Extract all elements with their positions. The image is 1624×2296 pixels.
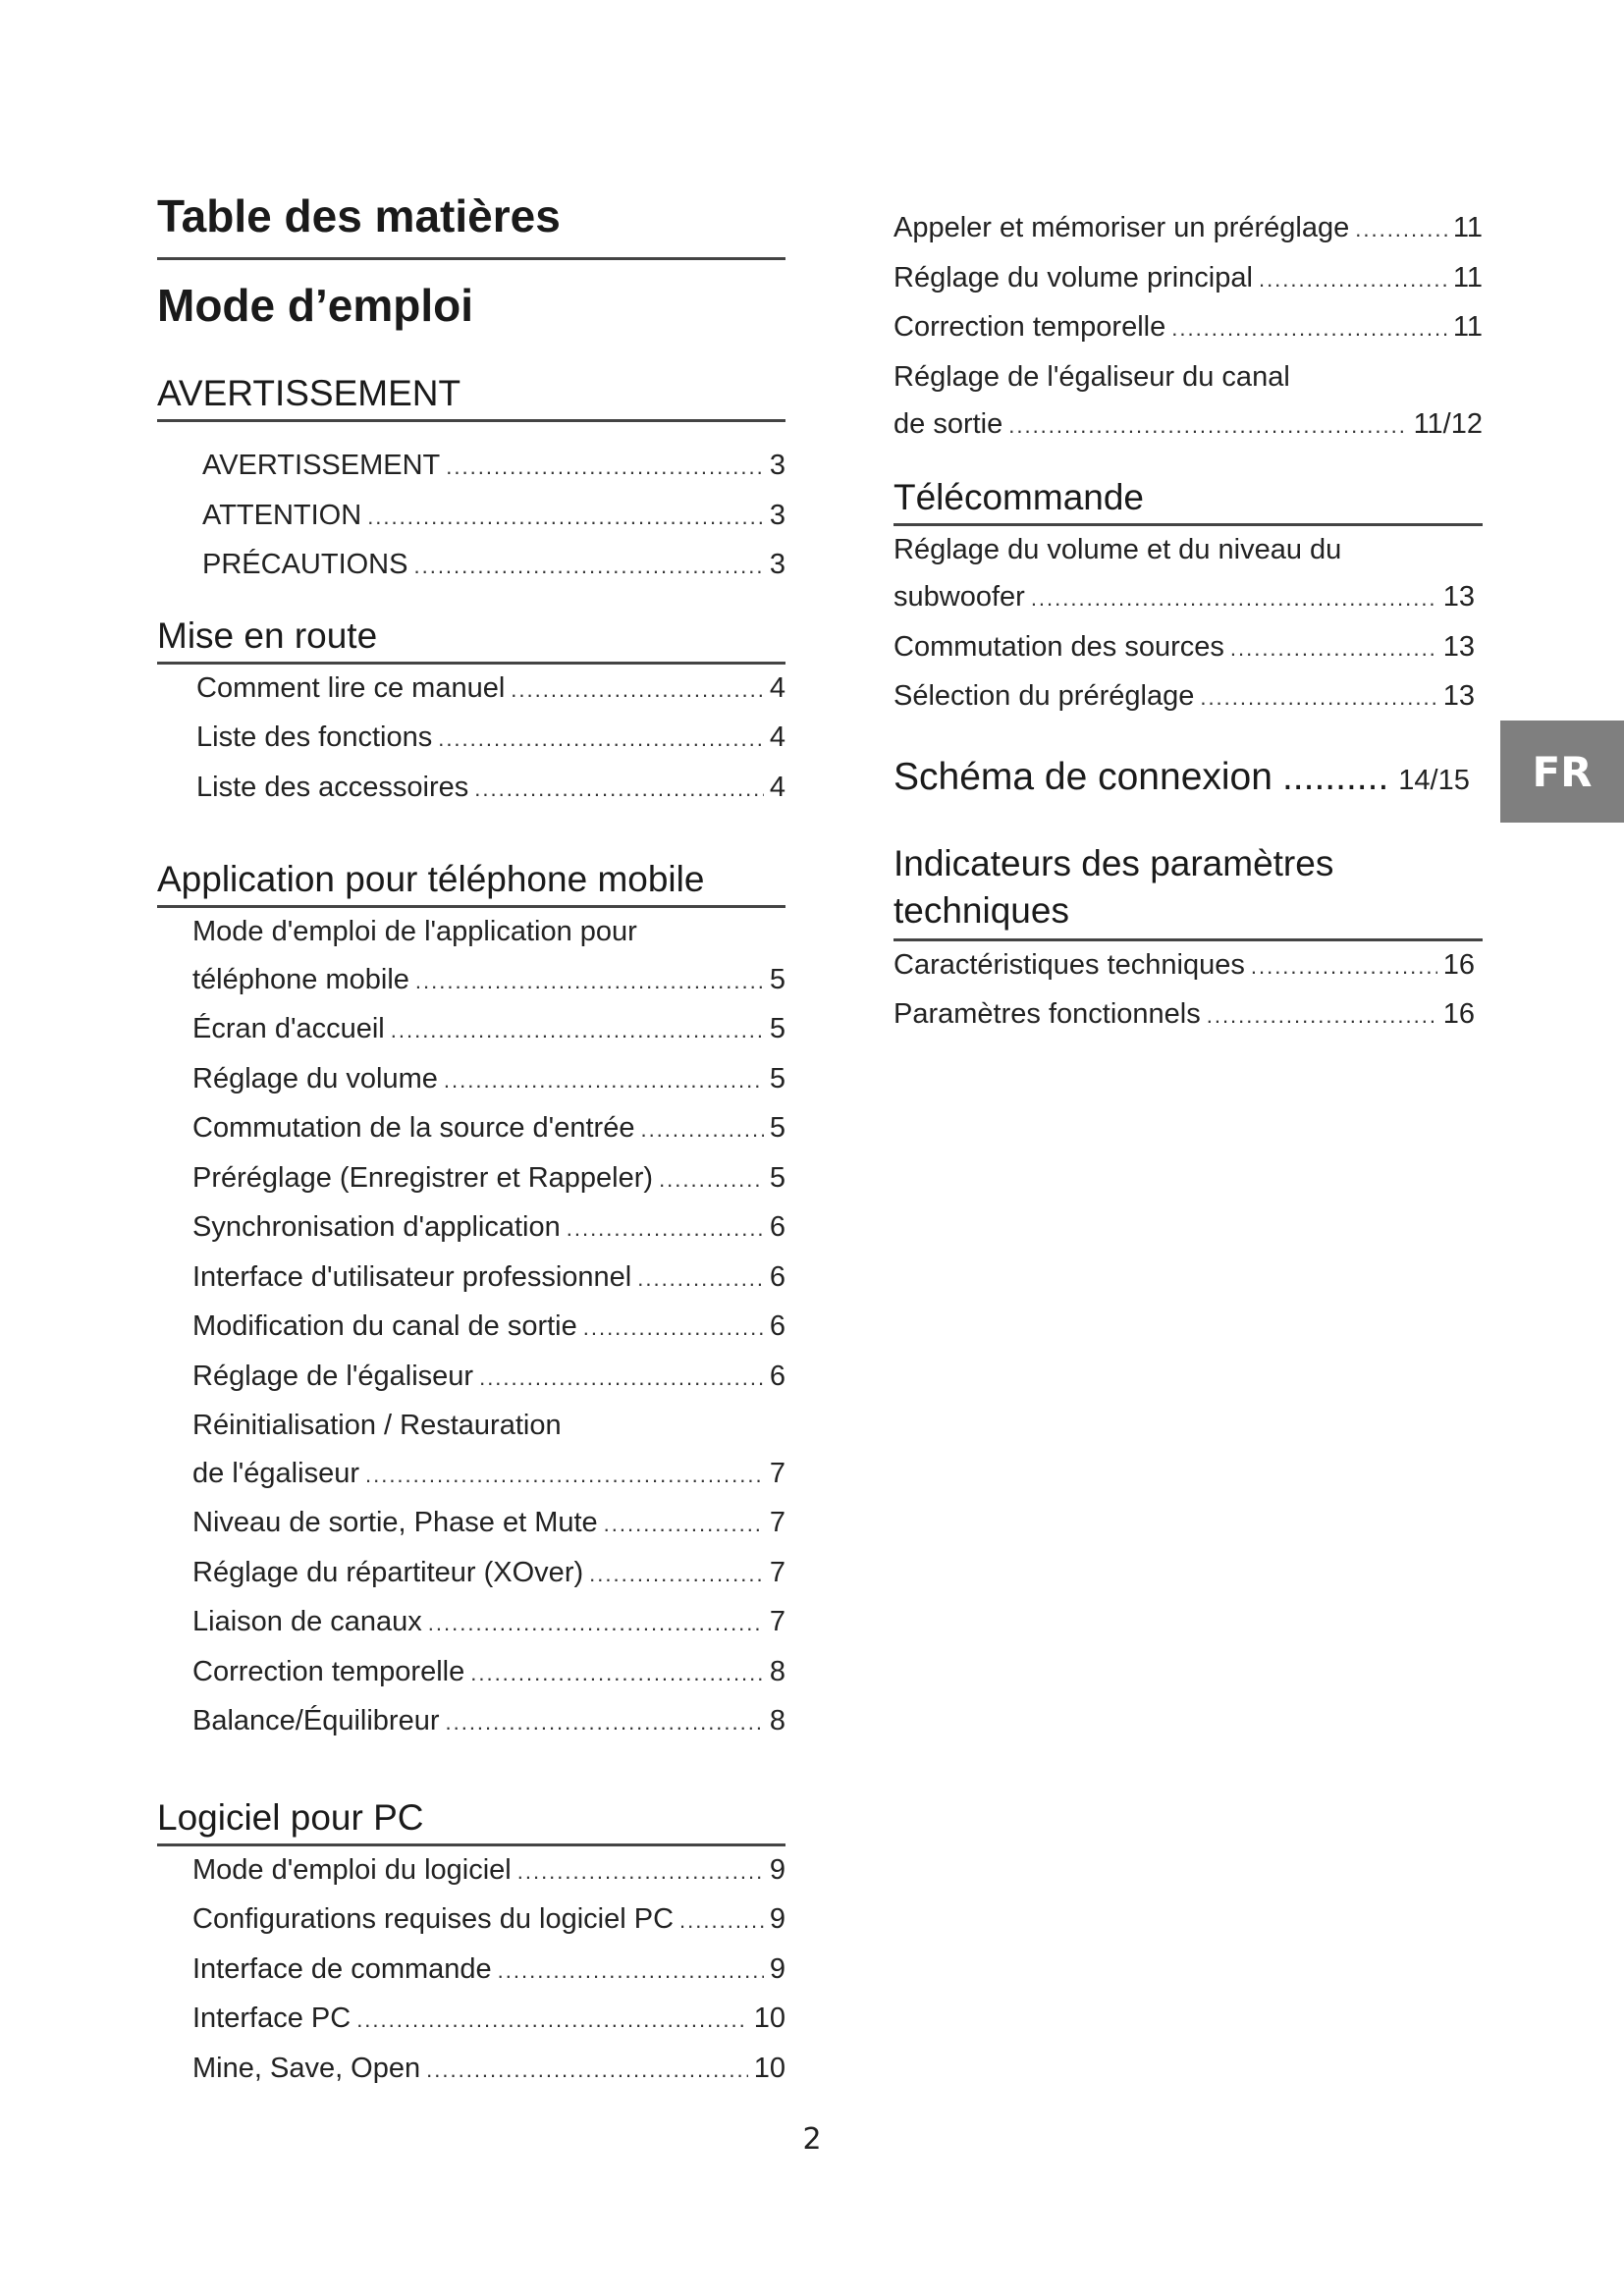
section-heading-avertissement: AVERTISSEMENT <box>157 372 785 422</box>
toc-entry-label: Synchronisation d'application <box>192 1211 561 1243</box>
toc-entry-page: 11 <box>1452 261 1483 294</box>
page-subtitle: Mode d’emploi <box>157 280 473 331</box>
avertissement-list <box>157 442 785 591</box>
toc-entry-page: 16 <box>1442 998 1475 1030</box>
toc-entry-page: 11/12 <box>1413 408 1483 440</box>
toc-entry-page: 4 <box>769 771 785 803</box>
toc-entry-label: Liste des fonctions <box>196 721 433 753</box>
toc-entry-page: 5 <box>769 1112 785 1144</box>
schema-page: 14/15 <box>1398 764 1470 796</box>
toc-entry-page: 6 <box>769 1360 785 1392</box>
toc-entry-label: Interface PC <box>192 2002 352 2034</box>
toc-entry-label: Sélection du préréglage <box>893 680 1195 712</box>
toc-entry-label: Appeler et mémoriser un préréglage <box>893 212 1350 243</box>
toc-entry-label: Mode d'emploi du logiciel <box>192 1853 512 1886</box>
toc-entry-intro: Réglage de l'égaliseur du canal <box>893 360 1290 393</box>
toc-entry-page: 9 <box>769 1853 785 1886</box>
toc-entry[interactable] <box>192 2045 785 2095</box>
application-continued-list <box>893 204 1483 451</box>
toc-entry-label: Mine, Save, Open <box>192 2052 421 2084</box>
toc-entry[interactable] <box>893 254 1483 304</box>
toc-entry[interactable] <box>893 303 1483 353</box>
toc-entry-page: 7 <box>769 1507 785 1538</box>
toc-entry-label: Caractéristiques techniques <box>893 948 1245 981</box>
telecommande-list <box>893 526 1475 722</box>
toc-entry[interactable] <box>893 623 1475 673</box>
toc-entry[interactable] <box>192 1203 785 1254</box>
toc-entry-page: 13 <box>1442 680 1475 712</box>
toc-entry-page: 13 <box>1442 630 1475 663</box>
toc-entry-page: 13 <box>1442 581 1475 613</box>
toc-entry[interactable] <box>893 400 1483 451</box>
toc-entry[interactable] <box>192 1254 785 1304</box>
toc-entry[interactable] <box>192 1846 785 1896</box>
toc-entry-label: Balance/Équilibreur <box>192 1705 440 1736</box>
toc-entry[interactable] <box>893 990 1475 1041</box>
toc-entry-label: Configurations requises du logiciel PC <box>192 1903 675 1935</box>
application-list <box>157 908 785 1747</box>
toc-entry[interactable] <box>192 1648 785 1698</box>
toc-entry-label: Interface d'utilisateur professionnel <box>192 1260 632 1293</box>
toc-entry-page: 6 <box>769 1260 785 1293</box>
toc-entry-label: de l'égaliseur <box>192 1457 359 1489</box>
toc-entry[interactable] <box>196 665 785 715</box>
toc-entry[interactable] <box>893 672 1475 722</box>
toc-entry[interactable] <box>192 1154 785 1204</box>
toc-entry-page: 7 <box>769 1606 785 1637</box>
page-number: 2 <box>802 2122 822 2157</box>
toc-entry-label: Commutation de la source d'entrée <box>192 1112 635 1144</box>
toc-entry[interactable] <box>196 714 785 764</box>
toc-entry-label: AVERTISSEMENT <box>202 450 441 481</box>
toc-entry[interactable] <box>893 941 1475 991</box>
toc-entry-page: 11 <box>1452 212 1483 243</box>
toc-entry-page: 9 <box>769 1952 785 1985</box>
toc-entry-page: 7 <box>769 1556 785 1588</box>
toc-entry-page: 9 <box>769 1903 785 1935</box>
language-tab: FR <box>1500 721 1624 823</box>
page-title: Table des matières <box>157 188 785 260</box>
toc-entry[interactable] <box>192 1104 785 1154</box>
toc-entry-label: Correction temporelle <box>192 1655 465 1687</box>
toc-entry-label: PRÉCAUTIONS <box>202 549 408 580</box>
toc-entry-page: 6 <box>769 1310 785 1342</box>
toc-entry-label: Réglage de l'égaliseur <box>192 1360 474 1392</box>
toc-entry[interactable] <box>192 956 785 1006</box>
schema-label: Schéma de connexion <box>893 755 1272 798</box>
toc-entry-page: 8 <box>769 1655 785 1687</box>
schema-dots: .......... <box>1281 755 1389 798</box>
section-heading-application: Application pour téléphone mobile <box>157 858 785 908</box>
toc-entry-label: Liste des accessoires <box>196 771 469 803</box>
toc-entry-label: Modification du canal de sortie <box>192 1310 577 1342</box>
logiciel-pc-list <box>157 1846 785 2095</box>
toc-entry-label: Préréglage (Enregistrer et Rappeler) <box>192 1161 654 1194</box>
toc-entry-page: 5 <box>769 1161 785 1194</box>
toc-entry-page: 3 <box>769 450 785 481</box>
toc-entry-label: Interface de commande <box>192 1952 492 1985</box>
toc-entry-label: ATTENTION <box>202 499 362 531</box>
toc-entry-page: 5 <box>769 1062 785 1095</box>
toc-entry[interactable] <box>192 1055 785 1105</box>
toc-entry-page: 10 <box>753 2052 785 2084</box>
toc-entry-page: 5 <box>769 963 785 995</box>
toc-entry[interactable] <box>192 1499 785 1549</box>
toc-entry-label: Réglage du répartiteur (XOver) <box>192 1556 584 1588</box>
section-heading-logiciel-pc: Logiciel pour PC <box>157 1796 785 1846</box>
toc-entry-page: 10 <box>753 2002 785 2034</box>
left-column <box>157 188 785 2094</box>
toc-entry-page: 7 <box>769 1457 785 1489</box>
toc-entry-label: Réglage du volume principal <box>893 261 1253 294</box>
indicateurs-heading-line1: Indicateurs des paramètres <box>893 842 1334 883</box>
toc-entry[interactable] <box>202 442 785 492</box>
toc-entry[interactable] <box>192 1896 785 1946</box>
toc-entry-intro: Mode d'emploi de l'application pour <box>192 916 637 947</box>
section-heading-indicateurs <box>893 840 1483 941</box>
toc-entry-page: 11 <box>1452 311 1483 343</box>
toc-entry[interactable] <box>192 1598 785 1648</box>
toc-entry-label: Réglage du volume <box>192 1062 438 1095</box>
toc-entry-page: 8 <box>769 1705 785 1736</box>
toc-entry[interactable] <box>196 764 785 814</box>
indicateurs-list <box>893 941 1475 1041</box>
toc-entry-intro: Réinitialisation / Restauration <box>192 1410 562 1441</box>
toc-entry[interactable] <box>192 1303 785 1353</box>
toc-entry[interactable] <box>192 1450 785 1500</box>
toc-entry-label: Niveau de sortie, Phase et Mute <box>192 1507 598 1538</box>
toc-entry-page: 5 <box>769 1013 785 1044</box>
toc-entry[interactable] <box>202 492 785 542</box>
toc-entry-page: 4 <box>769 671 785 704</box>
toc-entry[interactable] <box>192 1995 785 2045</box>
toc-entry[interactable] <box>192 1353 785 1403</box>
toc-entry-label: subwoofer <box>893 581 1025 613</box>
toc-entry-label: Paramètres fonctionnels <box>893 998 1201 1030</box>
toc-entry-label: Comment lire ce manuel <box>196 671 506 704</box>
toc-entry-label: Écran d'accueil <box>192 1013 385 1044</box>
toc-entry-schema[interactable] <box>893 756 1483 799</box>
toc-entry[interactable] <box>192 1697 785 1747</box>
toc-entry[interactable] <box>192 1005 785 1055</box>
mise-en-route-list <box>157 665 785 814</box>
toc-entry-label: téléphone mobile <box>192 963 409 995</box>
toc-entry[interactable] <box>893 573 1475 623</box>
toc-entry[interactable] <box>192 1549 785 1599</box>
toc-entry[interactable] <box>202 541 785 591</box>
section-heading-mise-en-route: Mise en route <box>157 614 785 665</box>
toc-entry-page: 3 <box>769 549 785 580</box>
toc-entry-label: Commutation des sources <box>893 630 1224 663</box>
indicateurs-heading-line2: techniques <box>893 889 1069 931</box>
toc-entry-page: 3 <box>769 499 785 531</box>
toc-entry-page: 4 <box>769 721 785 753</box>
toc-entry-label: de sortie <box>893 408 1003 440</box>
toc-entry-label: Liaison de canaux <box>192 1606 422 1637</box>
toc-entry-intro: Réglage du volume et du niveau du <box>893 533 1342 565</box>
toc-entry-label: Correction temporelle <box>893 311 1166 343</box>
toc-entry-page: 6 <box>769 1211 785 1243</box>
right-column <box>893 204 1483 1041</box>
toc-entry-page: 16 <box>1442 948 1475 981</box>
section-heading-telecommande: Télécommande <box>893 476 1483 526</box>
toc-entry[interactable] <box>893 204 1483 254</box>
toc-entry[interactable] <box>192 1946 785 1996</box>
